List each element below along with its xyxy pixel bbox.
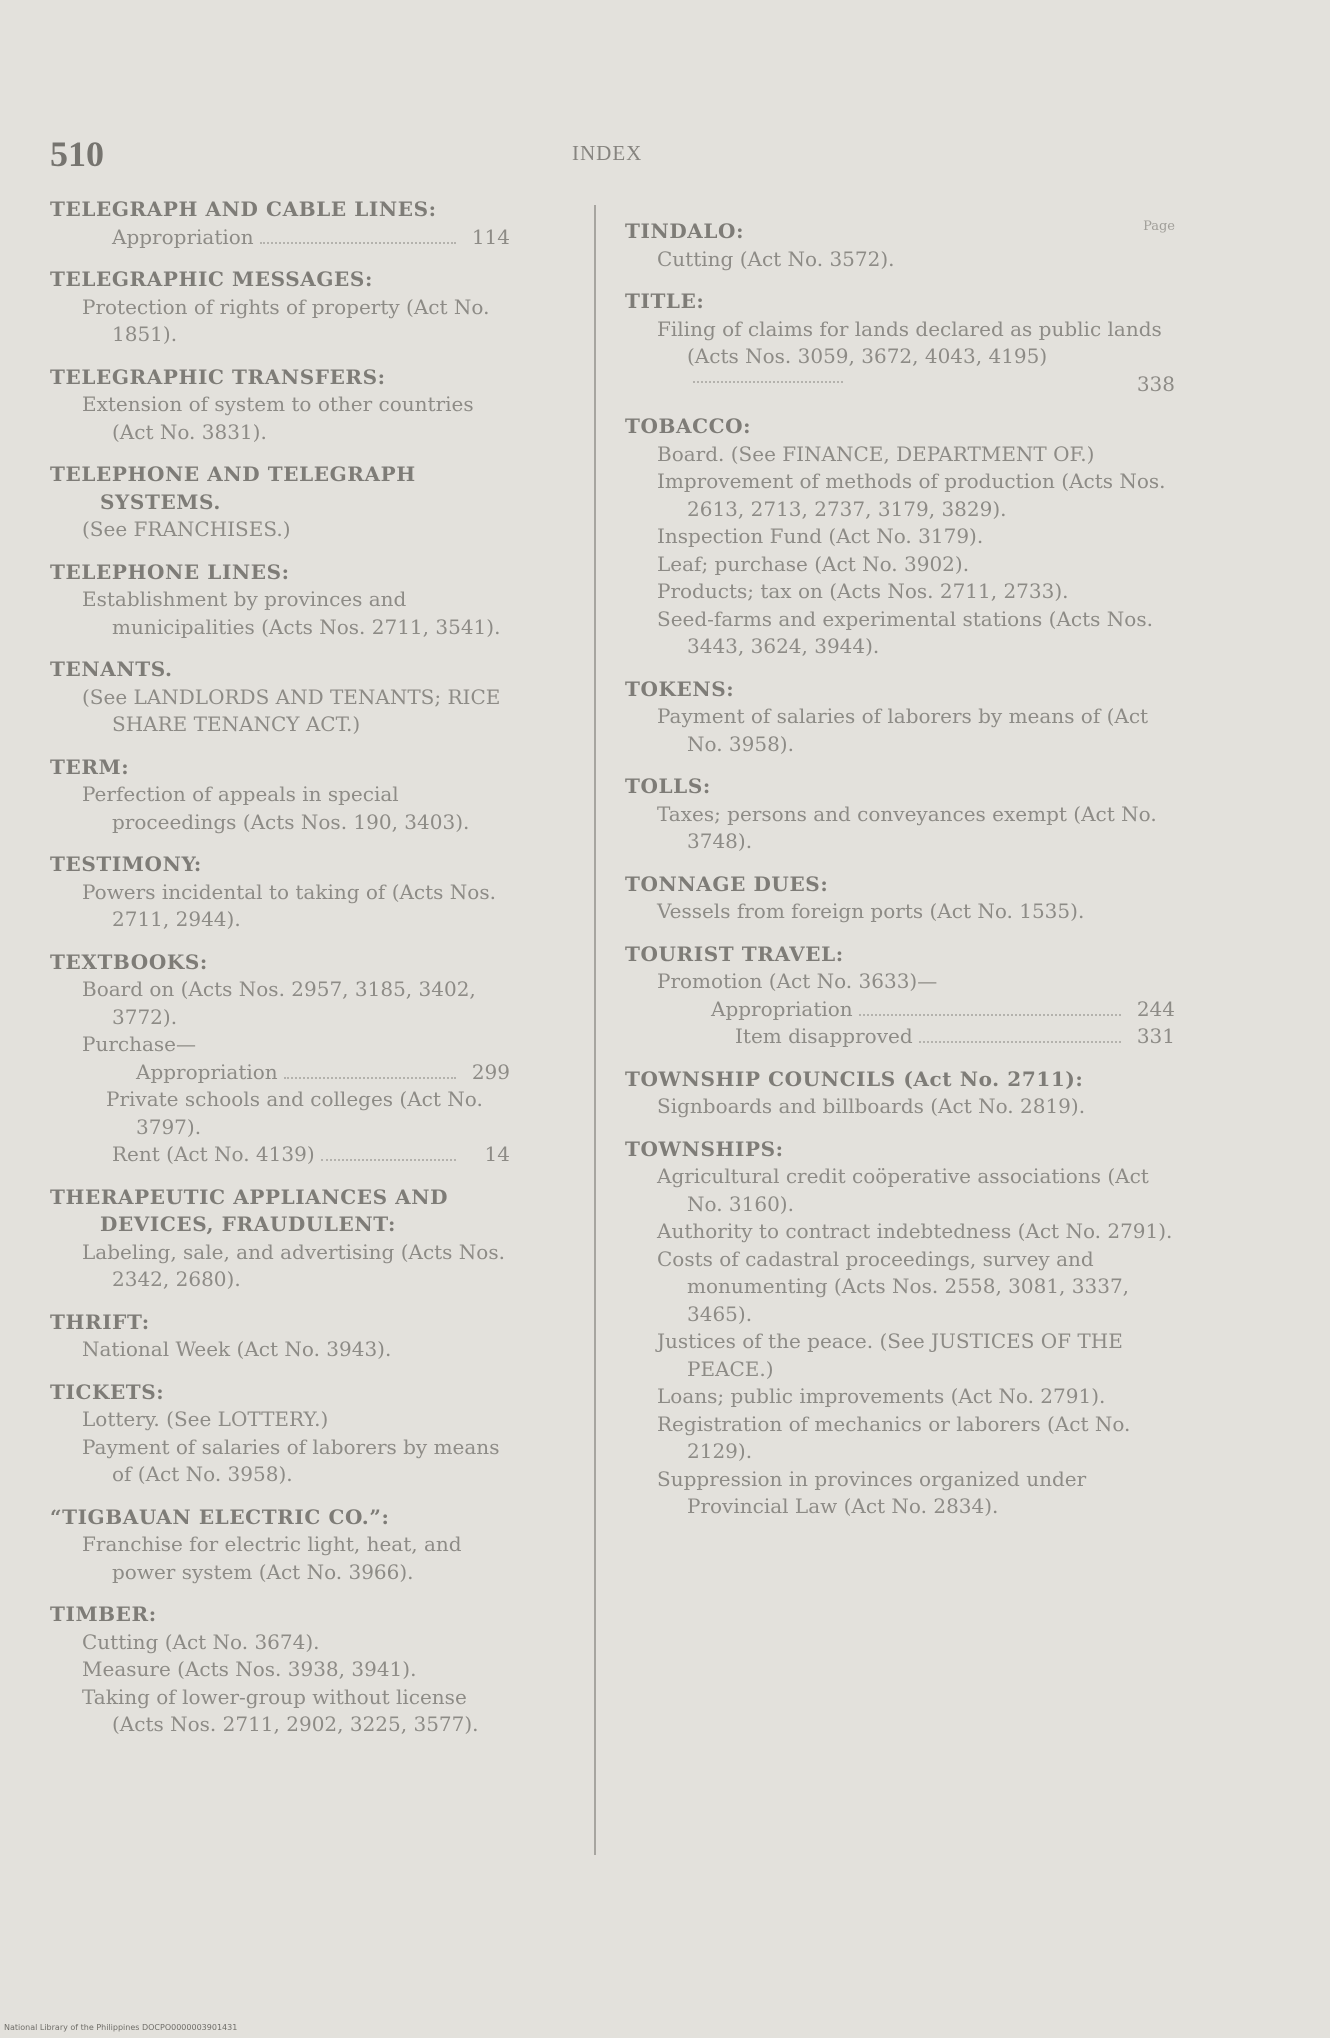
- index-entry: [50, 1601, 510, 1739]
- index-subentry: Registration of mechanics or laborers (Act No. 2129).: [657, 1411, 1131, 1463]
- index-entry: [625, 1066, 1175, 1121]
- dot-leader: [693, 381, 843, 383]
- page-reference: 331: [1136, 1024, 1175, 1048]
- index-entry: [50, 461, 510, 544]
- page-reference: 14: [484, 1142, 510, 1166]
- index-entry: [625, 941, 1175, 1051]
- subentry-text: Appropriation: [112, 224, 254, 249]
- index-entry: [50, 656, 510, 739]
- index-subentry: [625, 1023, 1175, 1051]
- index-subentry: National Week (Act No. 3943).: [82, 1337, 392, 1361]
- index-heading: TINDALO:: [625, 219, 745, 243]
- dot-leader: [919, 1041, 1121, 1043]
- index-subentry: Powers incidental to taking of (Acts Nos. 2711, 2944).: [82, 879, 496, 931]
- index-heading: TELEGRAPHIC MESSAGES:: [50, 267, 373, 291]
- index-subentry: Protection of rights of property (Act No. 1851).: [82, 294, 490, 346]
- column-divider: [594, 205, 596, 1855]
- index-heading: TICKETS:: [50, 1379, 165, 1404]
- index-subentry: Taking of lower-group without license (Acts Nos. 2711, 2902, 3225, 3577).: [82, 1684, 479, 1736]
- index-heading: TERM:: [50, 754, 130, 779]
- index-subentry: (See LANDLORDS AND TENANTS; RICE SHARE TENANCY ACT.): [82, 684, 501, 736]
- index-heading: TESTIMONY:: [50, 852, 202, 876]
- footer-stamp: National Library of the Philippines DOCPO0000003901431: [4, 2023, 238, 2032]
- index-heading: TENANTS.: [50, 657, 173, 681]
- index-entry: [50, 559, 510, 642]
- index-entry: [50, 1379, 510, 1489]
- index-subentry: Payment of salaries of laborers by means of (Act No. 3958).: [657, 704, 1149, 756]
- index-subentry: [625, 996, 1175, 1024]
- index-heading: TELEGRAPH AND CABLE LINES:: [50, 197, 437, 221]
- index-entry: [50, 949, 510, 1169]
- index-entry: [625, 773, 1175, 856]
- index-entry: [625, 676, 1175, 759]
- index-entry: [50, 266, 510, 349]
- index-subentry: Seed-farms and experimental stations (Acts Nos. 3443, 3624, 3944).: [657, 606, 1153, 658]
- index-subentry: Purchase—: [82, 1032, 197, 1056]
- index-subentry: Perfection of appeals in special proceedings (Acts Nos. 190, 3403).: [82, 782, 470, 834]
- index-column-right: [625, 203, 1175, 1521]
- index-subentry: Payment of salaries of laborers by means of (Act No. 3958).: [82, 1434, 500, 1486]
- index-entry: [625, 218, 1175, 273]
- index-entry: [625, 288, 1175, 398]
- index-subentry: Measure (Acts Nos. 3938, 3941).: [82, 1657, 417, 1681]
- index-heading: TOKENS:: [625, 676, 735, 701]
- index-subentry: Suppression in provinces organized under Provincial Law (Act No. 2834).: [657, 1466, 1087, 1518]
- index-subentry: Inspection Fund (Act No. 3179).: [657, 524, 984, 548]
- subentry-text: Appropriation: [711, 996, 853, 1021]
- page-reference: 114: [471, 224, 510, 249]
- dot-leader: [321, 1159, 456, 1161]
- index-subentry: Products; tax on (Acts Nos. 2711, 2733).: [657, 579, 1069, 603]
- index-subentry: Signboards and billboards (Act No. 2819).: [657, 1094, 1086, 1118]
- index-subentry: Costs of cadastral proceedings, survey and monumenting (Acts Nos. 2558, 3081, 3337, 3465).: [657, 1246, 1130, 1326]
- index-heading: TELEPHONE LINES:: [50, 559, 290, 584]
- index-heading: “TIGBAUAN ELECTRIC CO.”:: [50, 1504, 390, 1529]
- page-reference: 338: [1136, 371, 1175, 396]
- index-subentry: [50, 1059, 510, 1087]
- index-subentry: Private schools and colleges (Act No. 3797).: [106, 1087, 483, 1139]
- index-subentry: [50, 1141, 510, 1169]
- subentry-text: Rent (Act No. 4139): [112, 1142, 315, 1166]
- page-column-label: Page: [1143, 219, 1175, 234]
- index-subentry: Promotion (Act No. 3633)—: [657, 969, 938, 993]
- index-subentry: Vessels from foreign ports (Act No. 1535).: [657, 899, 1085, 923]
- index-subentry: (See FRANCHISES.): [82, 517, 291, 541]
- index-subentry: [50, 224, 510, 252]
- index-heading: TELEPHONE AND TELEGRAPH SYSTEMS.: [50, 462, 416, 514]
- running-head: INDEX: [572, 141, 643, 165]
- index-subentry: Extension of system to other countries (Act No. 3831).: [82, 392, 474, 444]
- index-heading: TOBACCO:: [625, 414, 752, 438]
- index-entry: [50, 754, 510, 837]
- index-entry: [625, 871, 1175, 926]
- index-heading: TOWNSHIPS:: [625, 1136, 784, 1161]
- index-subentry: Leaf; purchase (Act No. 3902).: [657, 551, 970, 576]
- dot-leader: [284, 1077, 456, 1079]
- index-subentry: Taxes; persons and conveyances exempt (Act No. 3748).: [657, 801, 1157, 853]
- index-subentry: Franchise for electric light, heat, and power system (Act No. 3966).: [82, 1532, 462, 1584]
- index-heading: TOURIST TRAVEL:: [625, 941, 844, 966]
- index-subentry: Board. (See FINANCE, DEPARTMENT OF.): [657, 441, 1095, 466]
- index-subentry: Board on (Acts Nos. 2957, 3185, 3402, 3772).: [82, 977, 476, 1029]
- index-entry: [625, 413, 1175, 661]
- index-subentry: Lottery. (See LOTTERY.): [82, 1407, 329, 1431]
- page-reference: 299: [471, 1059, 510, 1084]
- index-entry: [50, 1309, 510, 1364]
- subentry-text: Appropriation: [136, 1059, 278, 1084]
- index-subentry: Improvement of methods of production (Acts Nos. 2613, 2713, 2737, 3179, 3829).: [657, 469, 1166, 521]
- index-subentry: Cutting (Act No. 3572).: [657, 246, 895, 271]
- index-heading: TOWNSHIP COUNCILS (Act No. 2711):: [625, 1066, 1084, 1091]
- index-subentry: Cutting (Act No. 3674).: [82, 1629, 320, 1654]
- index-subentry: Loans; public improvements (Act No. 2791).: [657, 1384, 1106, 1408]
- index-entry: [50, 851, 510, 934]
- index-entry: [50, 364, 510, 447]
- index-heading: TELEGRAPHIC TRANSFERS:: [50, 364, 386, 389]
- page-number: 510: [50, 134, 104, 174]
- subentry-text: Filing of claims for lands declared as public lands (Acts Nos. 3059, 3672, 4043, 4195): [657, 316, 1162, 368]
- index-subentry: [625, 316, 1175, 399]
- index-heading: THERAPEUTIC APPLIANCES AND DEVICES, FRAUDULENT:: [50, 1184, 449, 1236]
- index-heading: TITLE:: [625, 289, 705, 313]
- index-entry: [50, 1184, 510, 1294]
- index-subentry: Establishment by provinces and municipalities (Acts Nos. 2711, 3541).: [82, 587, 501, 639]
- dot-leader: [859, 1014, 1121, 1016]
- index-heading: TONNAGE DUES:: [625, 871, 829, 896]
- index-subentry: Agricultural credit coöperative associations (Act No. 3160).: [657, 1164, 1149, 1216]
- index-heading: TEXTBOOKS:: [50, 949, 208, 974]
- index-heading: TOLLS:: [625, 774, 711, 798]
- index-entry: [50, 196, 510, 251]
- dot-leader: [260, 242, 456, 244]
- index-column-left: [50, 196, 510, 1739]
- page-reference: 244: [1136, 996, 1175, 1021]
- index-entry: [50, 1504, 510, 1587]
- index-heading: THRIFT:: [50, 1309, 150, 1334]
- index-subentry: Authority to contract indebtedness (Act No. 2791).: [657, 1219, 1173, 1243]
- index-entry: [625, 1136, 1175, 1521]
- index-subentry: Labeling, sale, and advertising (Acts Nos. 2342, 2680).: [82, 1239, 505, 1291]
- subentry-text: Item disapproved: [735, 1024, 913, 1048]
- index-heading: TIMBER:: [50, 1602, 157, 1626]
- index-subentry: Justices of the peace. (See JUSTICES OF THE PEACE.): [657, 1329, 1123, 1381]
